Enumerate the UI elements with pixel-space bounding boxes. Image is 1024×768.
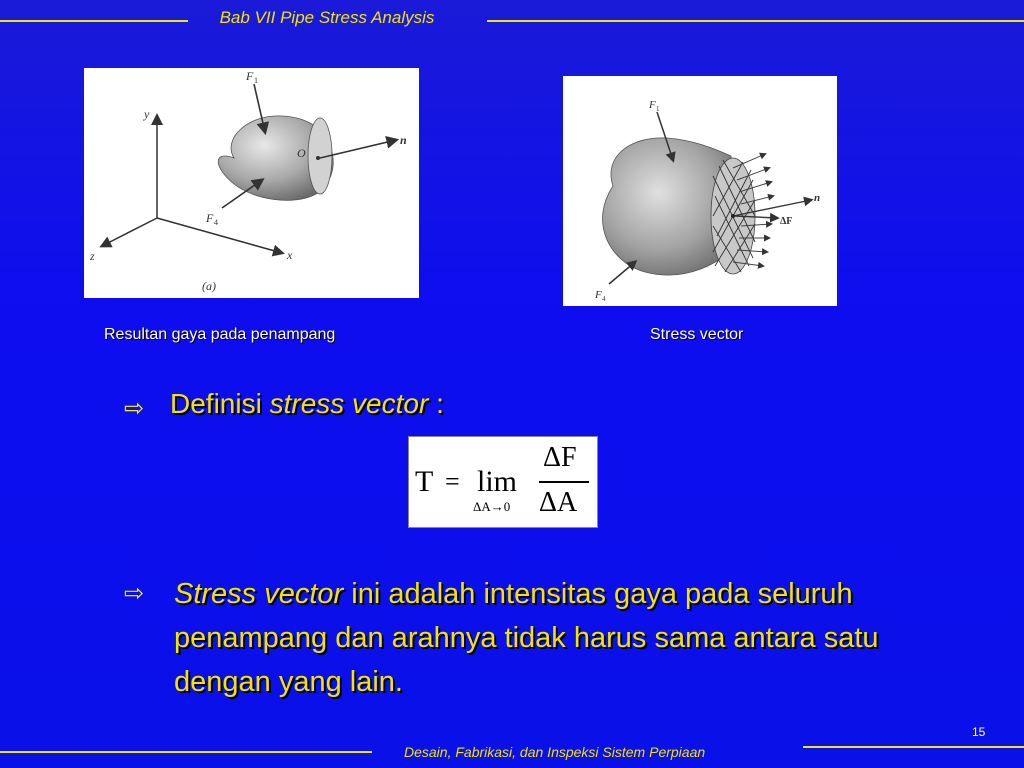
o-label: O <box>297 146 306 160</box>
footer-rule-left <box>0 751 372 753</box>
f4-label: F <box>206 211 214 225</box>
footer-title: Desain, Fabrikasi, dan Inspeksi Sistem Perpiaan <box>404 744 706 760</box>
fraction-bar <box>539 481 589 483</box>
paragraph-rest: ini adalah intensitas gaya pada seluruh penampang dan arahnya tidak harus sama antara satu dengan yang lain. <box>174 578 879 698</box>
paragraph-emph: Stress vector <box>174 578 344 610</box>
header-title: Bab VII Pipe Stress Analysis <box>219 8 435 27</box>
formula-numerator: ΔF <box>543 442 577 473</box>
formula-lhs: T <box>415 465 434 498</box>
axis-y-label: y <box>144 107 150 121</box>
svg-text:1: 1 <box>656 105 660 113</box>
n-label: n <box>400 133 407 147</box>
f1-label: F <box>246 69 254 83</box>
force-f4-arrow <box>609 262 635 284</box>
definition-line <box>170 388 444 420</box>
formula-limit: ΔA→0 <box>473 499 511 514</box>
definition-prefix: Definisi <box>170 388 270 419</box>
figure-tag: (a) <box>202 279 216 293</box>
formula-operator: lim <box>477 465 518 498</box>
formula-denominator: ΔA <box>539 487 578 518</box>
figure-stress-vector <box>563 76 837 306</box>
stress-vector-formula <box>408 436 598 528</box>
definition-suffix: : <box>428 388 444 419</box>
x-axis <box>157 218 282 253</box>
resultant-force-diagram <box>84 68 419 298</box>
outline-arrow-icon: ⇨ <box>124 395 145 422</box>
header-rule-left <box>0 20 188 22</box>
n-label: n <box>814 192 821 204</box>
svg-text:4: 4 <box>214 218 218 227</box>
stress-vector-diagram <box>563 76 837 306</box>
f1-label: F <box>649 99 656 111</box>
axis-z-label: z <box>90 249 95 263</box>
caption-left: Resultan gaya pada penampang <box>104 326 336 343</box>
z-axis <box>102 218 157 246</box>
svg-text:4: 4 <box>602 295 606 303</box>
header-rule-right <box>487 20 1024 22</box>
axis-x-label: x <box>287 248 293 262</box>
delta-f-label: ΔF <box>780 216 793 227</box>
caption-right: Stress vector <box>650 326 744 343</box>
stress-vector-paragraph <box>174 572 974 704</box>
formula-equals: = <box>445 467 460 496</box>
f4-label: F <box>595 289 602 301</box>
outline-arrow-icon: ⇨ <box>124 580 145 607</box>
svg-text:1: 1 <box>254 76 258 85</box>
footer-rule-right <box>803 746 1024 748</box>
definition-emph: stress vector <box>269 388 429 419</box>
page-number: 15 <box>972 725 986 739</box>
figure-resultant-force <box>84 68 419 298</box>
